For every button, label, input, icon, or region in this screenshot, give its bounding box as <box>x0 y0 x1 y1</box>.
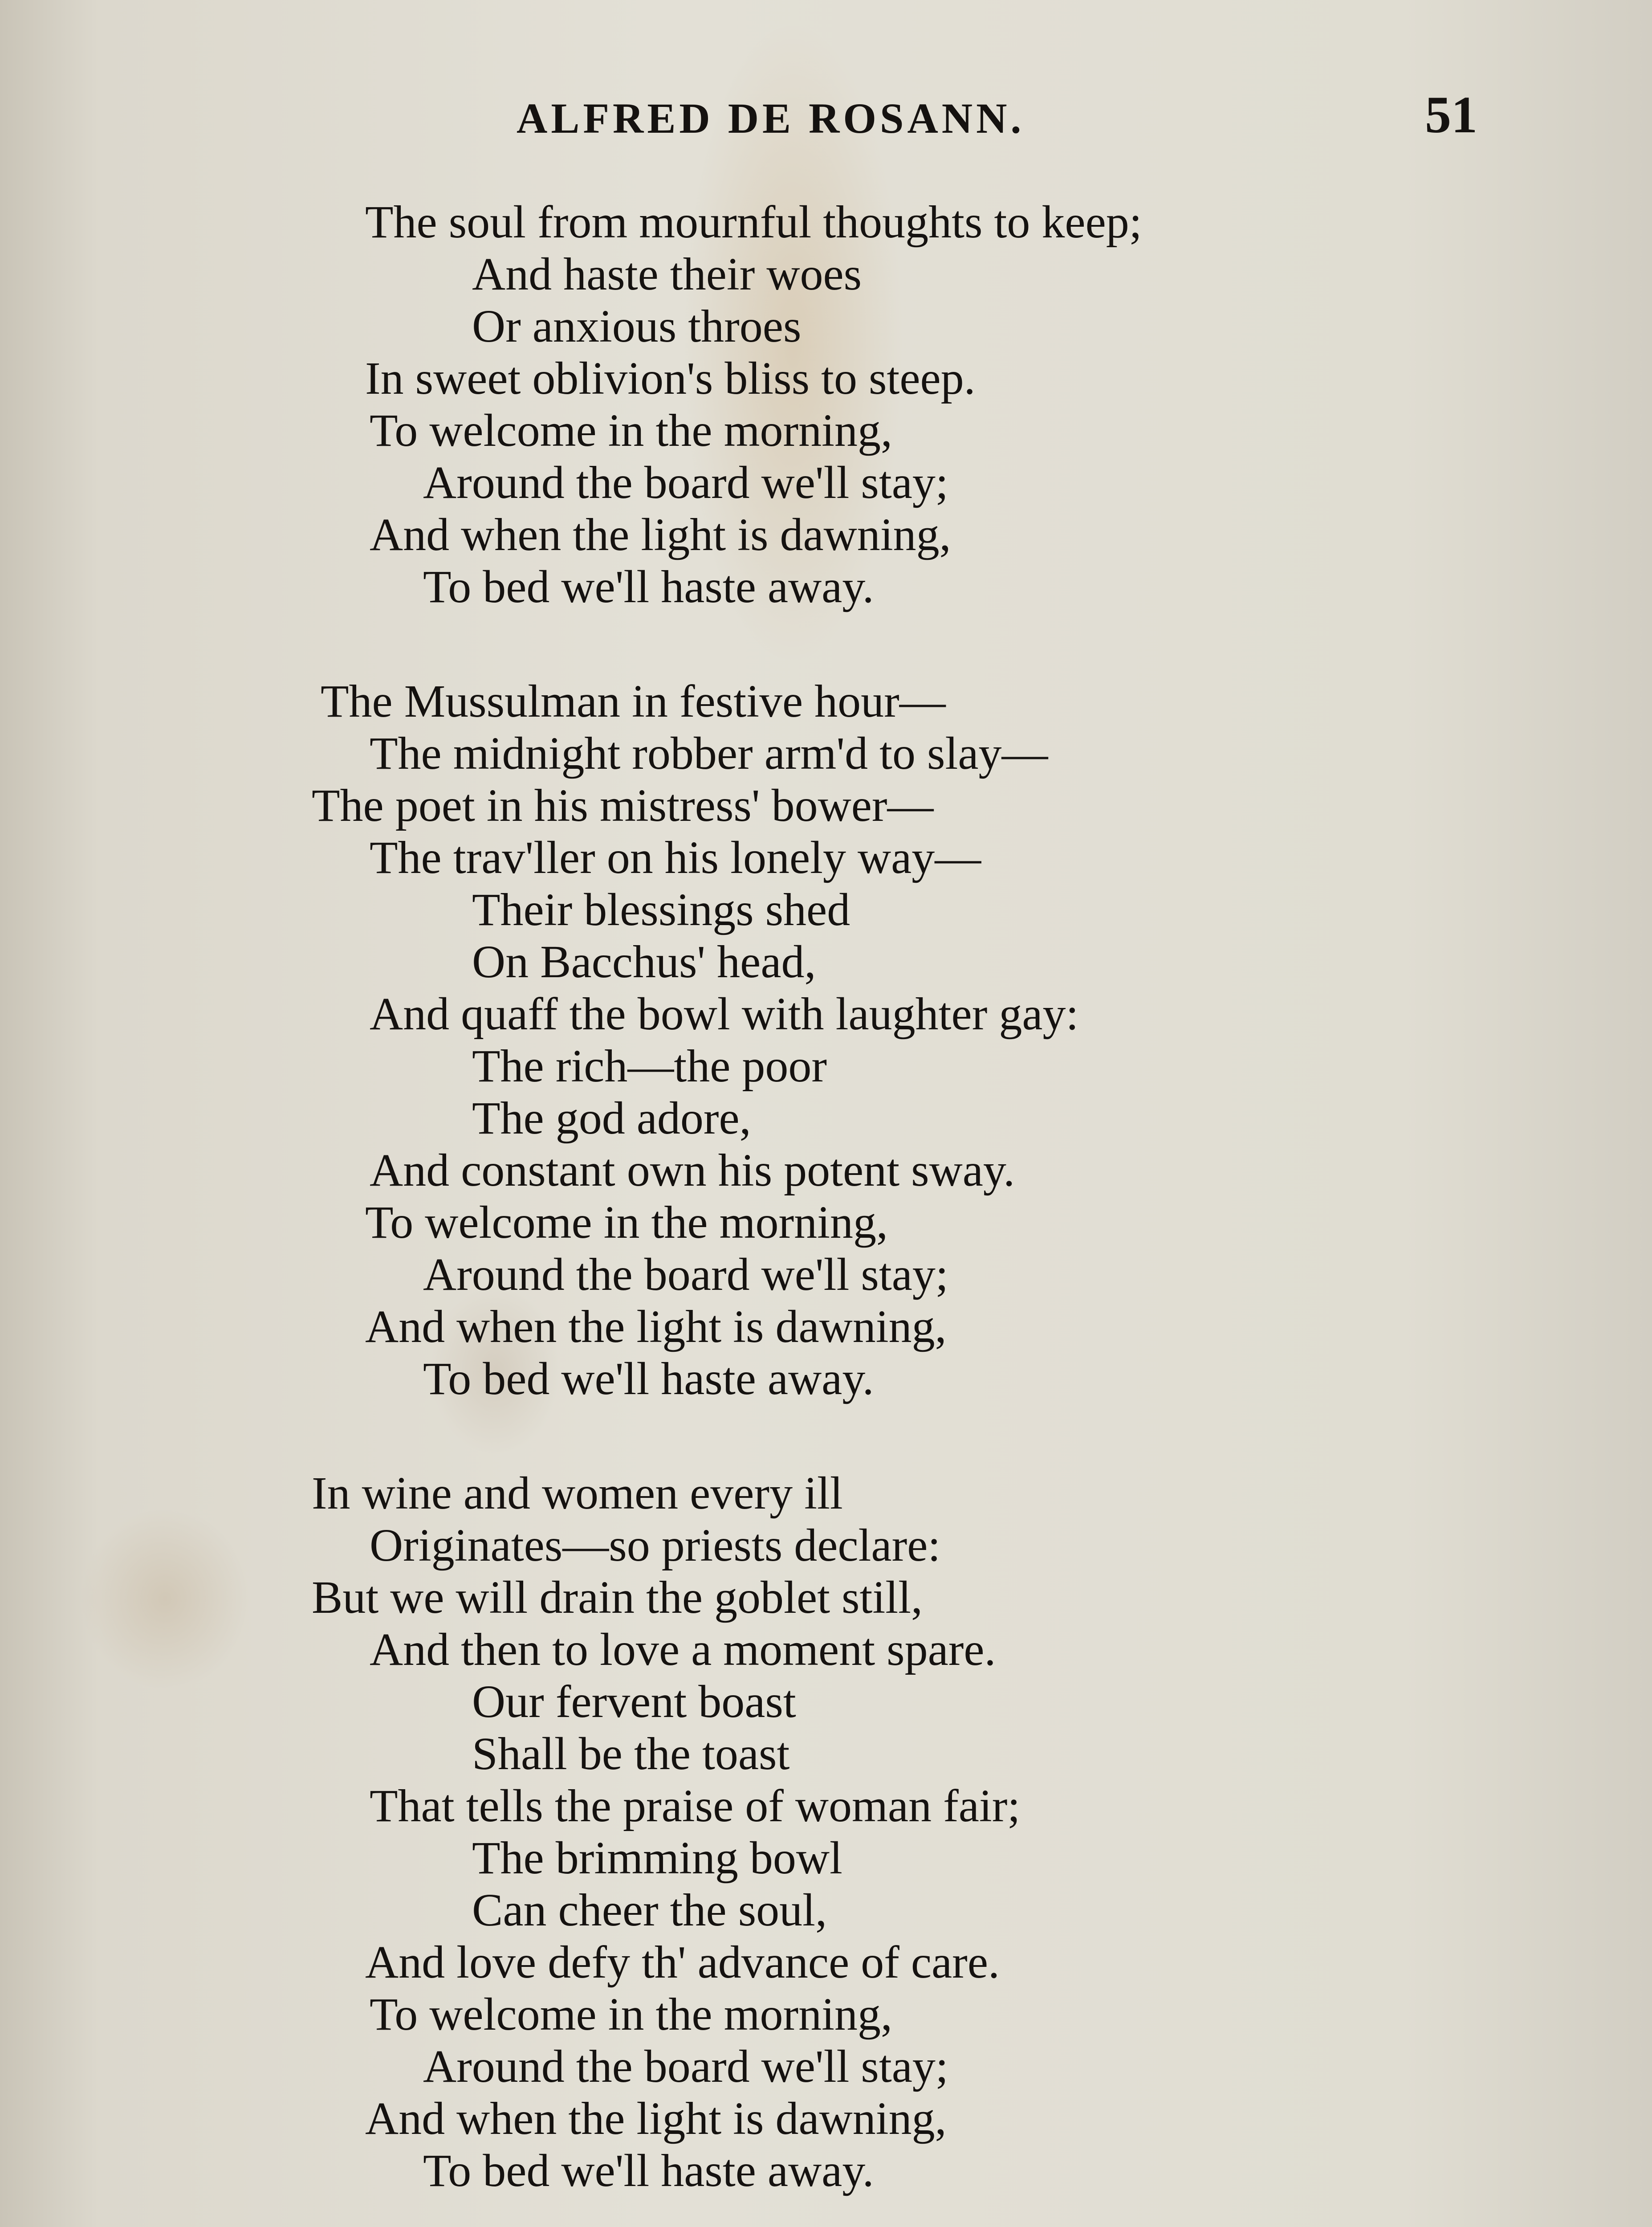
verse-line: Our fervent boast <box>472 1676 796 1727</box>
verse-line: And love defy th' advance of care. <box>365 1937 1000 1988</box>
verse-line: To bed we'll haste away. <box>423 561 874 612</box>
verse-line: But we will drain the goblet still, <box>312 1572 923 1623</box>
verse-line: To welcome in the morning, <box>370 405 893 456</box>
verse-line: The poet in his mistress' bower— <box>312 780 934 831</box>
stanza <box>0 1467 1652 2197</box>
verse-line: And when the light is dawning, <box>370 509 951 560</box>
verse-line: To bed we'll haste away. <box>423 2145 874 2196</box>
verse-line: In sweet oblivion's bliss to steep. <box>365 353 976 404</box>
verse-line: Can cheer the soul, <box>472 1884 827 1936</box>
verse-line: Originates—so priests declare: <box>370 1520 941 1571</box>
verse-line: The Mussulman in festive hour— <box>321 676 946 727</box>
verse-line: And when the light is dawning, <box>365 1301 947 1352</box>
verse-line: In wine and women every ill <box>312 1468 843 1519</box>
stanza <box>0 675 1652 1405</box>
verse-line: Around the board we'll stay; <box>423 2041 948 2092</box>
verse-line: Around the board we'll stay; <box>423 1249 948 1300</box>
verse-line: And when the light is dawning, <box>365 2093 947 2144</box>
verse-line: The brimming bowl <box>472 1832 842 1884</box>
poem <box>0 196 1652 2227</box>
verse-line: To welcome in the morning, <box>365 1197 888 1248</box>
page-header <box>0 85 1652 143</box>
running-title: ALFRED DE ROSANN. <box>517 94 1025 142</box>
verse-line: The rich—the poor <box>472 1040 827 1092</box>
verse-line: Shall be the toast <box>472 1728 790 1779</box>
verse-line: To welcome in the morning, <box>370 1989 893 2040</box>
verse-line: On Bacchus' head, <box>472 936 816 987</box>
stanza <box>0 196 1652 613</box>
verse-line: And quaff the bowl with laughter gay: <box>370 988 1079 1040</box>
verse-line: To bed we'll haste away. <box>423 1353 874 1404</box>
page-number: 51 <box>1425 86 1477 144</box>
verse-line: The god adore, <box>472 1093 751 1144</box>
verse-line: And then to love a moment spare. <box>370 1624 996 1675</box>
verse-line: The soul from mournful thoughts to keep; <box>365 196 1142 248</box>
verse-line: The midnight robber arm'd to slay— <box>370 728 1048 779</box>
verse-line: Their blessings shed <box>472 884 850 935</box>
verse-line: And constant own his potent sway. <box>370 1145 1015 1196</box>
verse-line: Around the board we'll stay; <box>423 457 948 508</box>
verse-line: Or anxious throes <box>472 301 802 352</box>
verse-line: And haste their woes <box>472 249 862 300</box>
verse-line: The trav'ller on his lonely way— <box>370 832 981 883</box>
verse-line: That tells the praise of woman fair; <box>370 1780 1021 1831</box>
